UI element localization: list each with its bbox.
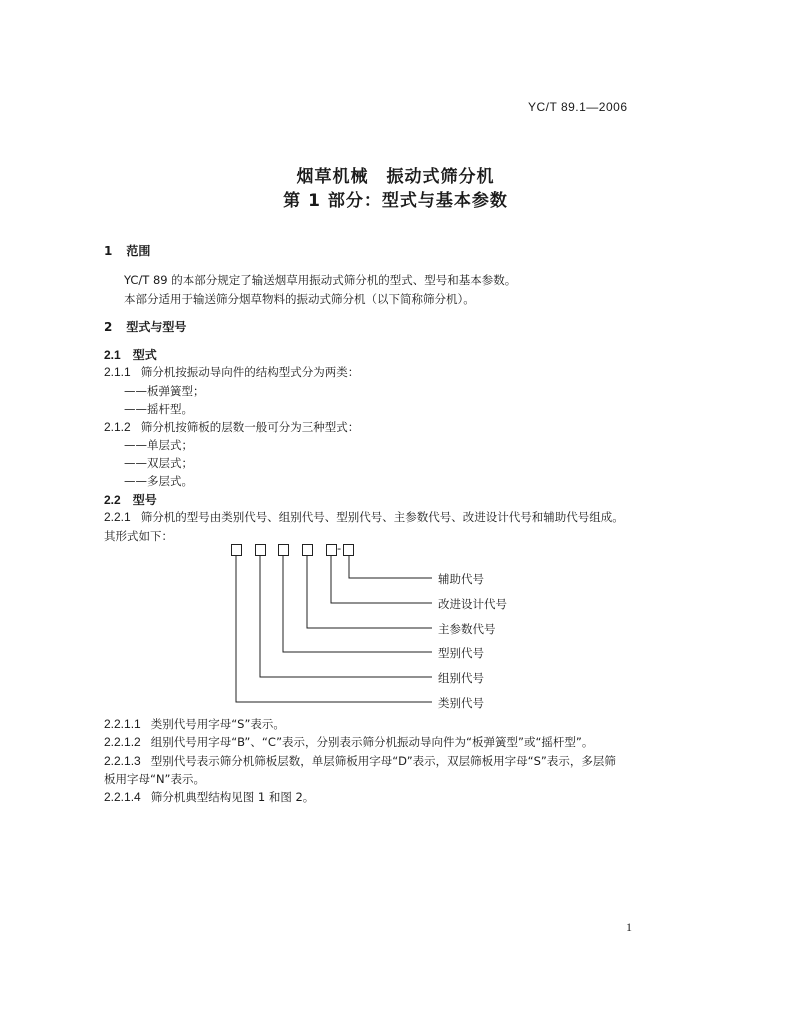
section-title: 型式与型号 [126,320,187,334]
clause-2-2-1-2 [104,734,593,750]
section-number: 2.1 [104,348,121,362]
section-title: 型号 [132,493,157,507]
clause-number: 2.2.1.3 [104,754,141,768]
paragraph: 其形式如下： [104,529,173,543]
label-category-code: 类别代号 [438,696,484,710]
leader-line-improvement [331,556,432,603]
clause-text: 筛分机的型号由类别代号、组别代号、型别代号、主参数代号、改进设计代号和辅助代号组成。 [140,510,624,524]
clause-text: 类别代号用字母“S”表示。 [150,717,285,731]
label-auxiliary-code: 辅助代号 [438,572,484,586]
clause-text: 筛分机典型结构见图 1 和图 2。 [150,790,315,804]
section-number: 2.2 [104,493,121,507]
clause-2-2-1-3 [104,753,616,769]
list-item: ——板弹簧型； [124,384,205,398]
section-number: 1 [104,244,113,258]
clause-text: 组别代号用字母“B”、“C”表示，分别表示筛分机振动导向件为“板弹簧型”或“摇杆型”。 [150,735,594,749]
paragraph: YC/T 89 的本部分规定了输送烟草用振动式筛分机的型式、型号和基本参数。 [124,273,517,287]
list-item: ——多层式。 [124,474,193,488]
clause-number: 2.2.1.4 [104,790,141,804]
leader-line-type [283,556,432,652]
clause-number: 2.2.1 [104,510,131,524]
clause-text: 筛分机按筛板的层数一般可分为三种型式： [140,420,360,434]
section-title: 范围 [126,244,151,258]
page-number: 1 [626,920,632,934]
leader-line-main-parameter [307,556,432,628]
leader-line-group [260,556,432,677]
clause-text: 筛分机按振动导向件的结构型式分为两类： [140,365,360,379]
label-group-code: 组别代号 [438,671,484,685]
paragraph: 本部分适用于输送筛分烟草物料的振动式筛分机（以下简称筛分机）。 [124,292,475,306]
label-main-parameter-code: 主参数代号 [438,622,496,636]
paragraph: 板用字母“N”表示。 [104,772,206,786]
clause-2-2-1-1 [104,716,285,732]
section-title: 型式 [132,348,157,362]
clause-number: 2.1.1 [104,365,131,379]
title-line-2: 第 1 部分：型式与基本参数 [283,191,508,211]
clause-text: 型别代号表示筛分机筛板层数，单层筛板用字母“D”表示，双层筛板用字母“S”表示，多层筛 [150,754,616,768]
code-separator: - [337,541,342,555]
title-line-1: 烟草机械 振动式筛分机 [296,167,495,187]
clause-number: 2.2.1.1 [104,717,141,731]
label-improvement-code: 改进设计代号 [438,597,507,611]
standard-code: YC/T 89.1—2006 [528,100,628,114]
list-item: ——单层式； [124,438,193,452]
clause-number: 2.2.1.2 [104,735,141,749]
leader-line-auxiliary [349,556,432,578]
section-number: 2 [104,320,113,334]
clause-2-2-1-4 [104,789,314,805]
clause-number: 2.1.2 [104,420,131,434]
list-item: ——摇杆型。 [124,402,193,416]
label-type-code: 型别代号 [438,646,484,660]
list-item: ——双层式； [124,456,193,470]
